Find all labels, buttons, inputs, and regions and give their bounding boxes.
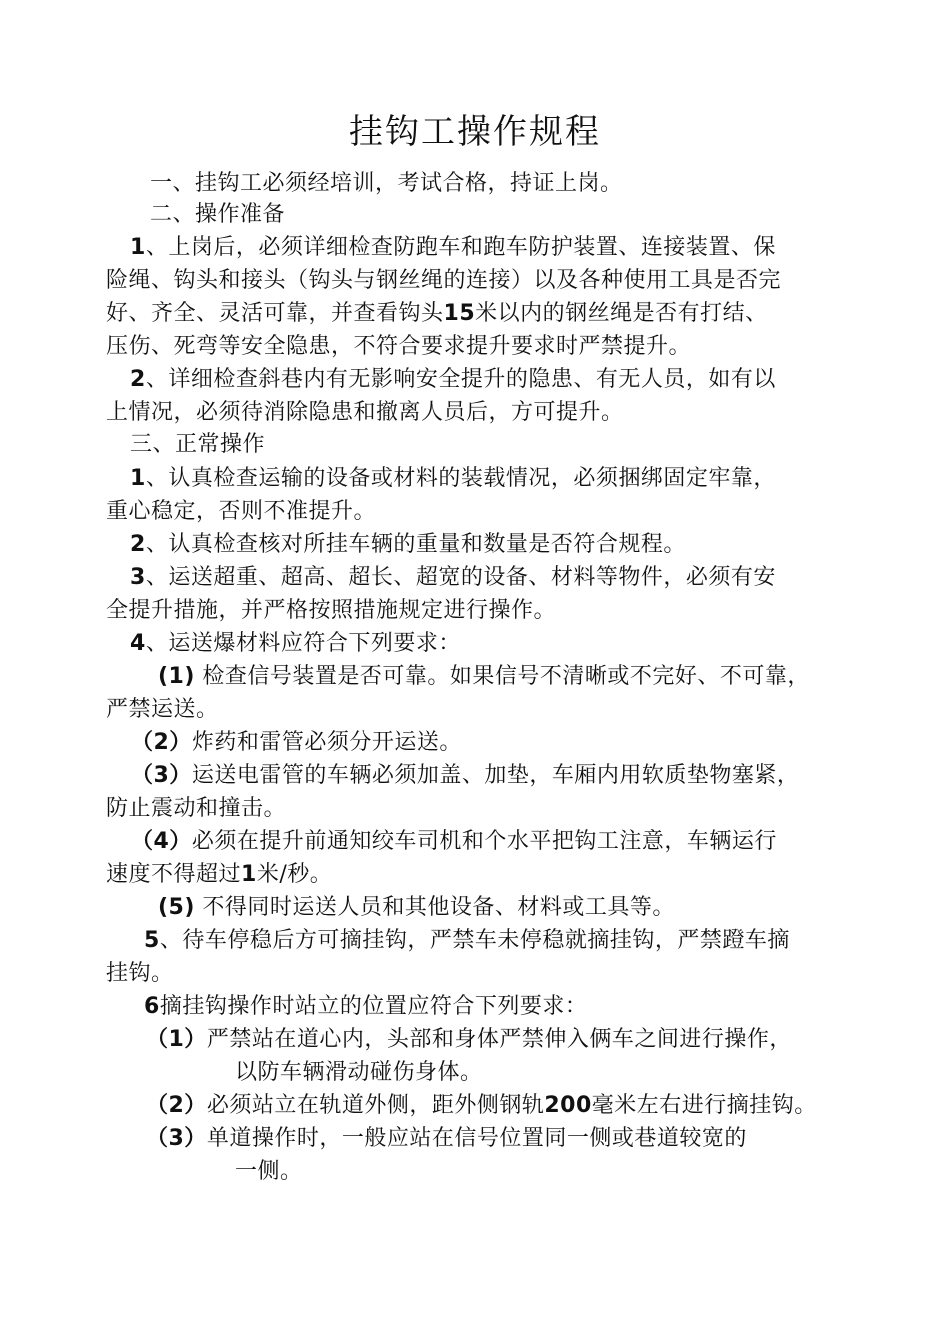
text-line: （2）必须站立在轨道外侧，距外侧钢轨200毫米左右进行摘挂钩。: [146, 1093, 817, 1118]
text-line: （4）必须在提升前通知绞车司机和个水平把钩工注意，车辆运行: [131, 829, 777, 854]
text-line: 一、挂钩工必须经培训，考试合格，持证上岗。: [150, 171, 623, 196]
text-line: （2）炸药和雷管必须分开运送。: [131, 730, 462, 755]
page-title: 挂钩工操作规程: [349, 112, 601, 152]
text-line: 严禁运送。: [106, 697, 219, 722]
text-line: (5) 不得同时运送人员和其他设备、材料或工具等。: [158, 895, 675, 920]
text-line: （3）运送电雷管的车辆必须加盖、加垫，车厢内用软质垫物塞紧，: [131, 763, 800, 788]
text-line: 6摘挂钩操作时站立的位置应符合下列要求：: [144, 994, 588, 1019]
text-line: 重心稳定，否则不准提升。: [106, 499, 377, 524]
text-line: 险绳、钩头和接头（钩头与钢丝绳的连接）以及各种使用工具是否完: [106, 268, 782, 293]
text-line: 好、齐全、灵活可靠，并查看钩头15米以内的钢丝绳是否有打结、: [106, 301, 768, 326]
text-line: 挂钩。: [106, 961, 174, 986]
text-line: 1、上岗后，必须详细检查防跑车和跑车防护装置、连接装置、保: [130, 235, 776, 260]
text-line: 3、运送超重、超高、超长、超宽的设备、材料等物件，必须有安: [130, 565, 776, 590]
text-line: 全提升措施，并严格按照措施规定进行操作。: [106, 598, 557, 623]
text-line: 2、认真检查核对所挂车辆的重量和数量是否符合规程。: [130, 532, 686, 557]
text-line: (1) 检查信号装置是否可靠。如果信号不清晰或不完好、不可靠，: [158, 664, 810, 689]
section-heading: 三、正常操作: [130, 432, 266, 457]
text-line: 1、认真检查运输的设备或材料的装载情况，必须捆绑固定牢靠，: [130, 466, 776, 491]
text-line: （1）严禁站在道心内，头部和身体严禁伸入俩车之间进行操作，: [146, 1027, 792, 1052]
text-line: 上情况，必须待消除隐患和撤离人员后，方可提升。: [106, 400, 624, 425]
section-heading: 二、操作准备: [150, 202, 286, 227]
text-line: 4、运送爆材料应符合下列要求：: [130, 631, 461, 656]
text-line: 一侧。: [235, 1159, 303, 1184]
text-line: 防止震动和撞击。: [106, 796, 287, 821]
text-line: 5、待车停稳后方可摘挂钩，严禁车未停稳就摘挂钩，严禁蹬车摘: [144, 928, 790, 953]
text-line: （3）单道操作时，一般应站在信号位置同一侧或巷道较宽的: [146, 1126, 747, 1151]
text-line: 速度不得超过1米/秒。: [106, 862, 333, 887]
text-line: 压伤、死弯等安全隐患，不符合要求提升要求时严禁提升。: [106, 334, 692, 359]
text-line: 2、详细检查斜巷内有无影响安全提升的隐患、有无人员，如有以: [130, 367, 776, 392]
text-line: 以防车辆滑动碰伤身体。: [235, 1060, 483, 1085]
